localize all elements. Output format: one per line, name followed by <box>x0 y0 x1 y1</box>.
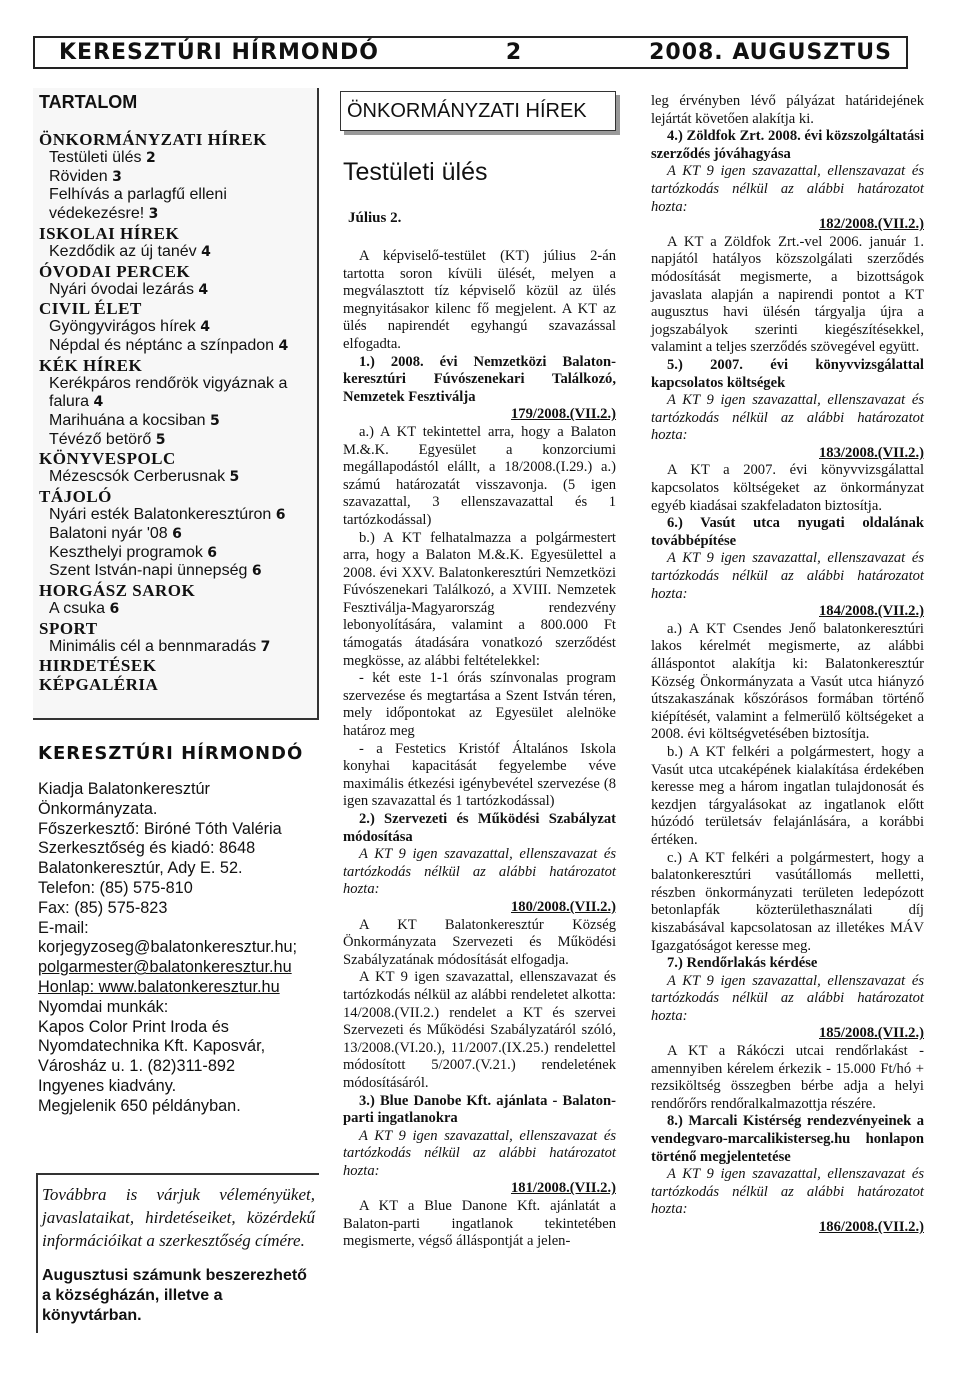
toc-item-page: 4 <box>201 243 211 260</box>
paragraph: A KT 9 igen szavazattal, ellenszavazat és tartózkodás nélkül az alábbi rendeletet alkotta: 14/2008.(VII.2.) rendelet a KT és szervei Szervezeti és Működési Szabályzatáról szóló, 13/2008.(VI.20.), 11/2007.(IX.25.) rendelettel módosított 5/2007.(V.21.) rendeletének módosításáról. <box>343 969 616 1091</box>
impressum-line: Ingyenes kiadvány. <box>38 1076 177 1095</box>
toc-title: TARTALOM <box>39 92 138 112</box>
resolution-number <box>343 1180 616 1198</box>
toc-item-title: A csuka <box>49 599 110 617</box>
paragraph: - két este 1-1 órás színvonalas program szervezése és megtartása a Szent István téren, mely időpontokat az Egyesület alelnöke határoz meg <box>343 670 616 740</box>
toc-item-page: 5 <box>155 431 166 448</box>
issue-date: 2008. AUGUSZTUS <box>649 40 892 65</box>
article-date: Július 2. <box>348 210 402 226</box>
toc-item <box>39 186 311 223</box>
resolution-id: 184/2008.(VII.2.) <box>819 603 924 620</box>
resolution-number <box>343 899 616 917</box>
toc-item-title: Röviden <box>49 167 113 185</box>
resolution-number <box>651 603 924 621</box>
paragraph: A KT 9 igen szavazattal, ellenszavazat és tartózkodás nélkül az alábbi határozatot hozta: <box>651 392 924 444</box>
toc-section-heading: KÉK HÍREK <box>39 355 143 375</box>
toc-item-title: Népdal és néptánc a színpadon <box>49 336 279 354</box>
toc-item-page: 4 <box>200 319 210 336</box>
note-invitation: Továbbra is várjuk véleményüket, javaslataikat, hirdetéseiket, közérdekű információikat a szerkesztőség címére. <box>42 1185 315 1250</box>
resolution-number <box>651 1025 924 1043</box>
toc-section-heading: CIVIL ÉLET <box>39 299 142 319</box>
paragraph: b.) A KT felhatalmazza a polgármestert arra, hogy a Balaton M.&.K. Egyesülettel a 2008. évi XXV. Balatonkeresztúri Nemzetközi Fúvószenekari Találkozó, a XVIII. Nemzetek Fesztiválja-Magyarország rendezvény lebonyolítására, valamint a 800.000 Ft támogatás átadására vonatkozó szerződést megkösse, az alábbi feltételekkel: <box>343 529 616 669</box>
toc-item-title: Nyári esték Balatonkeresztúron <box>49 506 276 524</box>
toc-item <box>39 525 311 544</box>
impressum-line: Nyomdatechnika Kft. Kaposvár, <box>38 1037 266 1056</box>
toc-item <box>39 412 311 431</box>
toc-section-heading: SPORT <box>39 618 98 638</box>
toc-item-title: Keszthelyi programok <box>49 543 208 561</box>
toc-item-title: Marihuána a kocsiban <box>49 412 210 430</box>
toc-item-title: Kerékpáros rendőrök vigyáznak a falura <box>49 374 288 411</box>
toc-section-heading: ÓVODAI PERCEK <box>39 261 191 281</box>
paragraph: 3.) Blue Danobe Kft. ajánlata - Balaton-parti ingatlanokra <box>343 1092 616 1127</box>
impressum-line: Kapos Color Print Iroda és <box>38 1017 229 1036</box>
paragraph: A KT a 2007. évi könyvvizsgálattal kapcsolatos költségeket az önkormányzat egyéb kiadásai szakfeladaton biztosítja. <box>651 462 924 514</box>
toc-item-title: Minimális cél a bennmaradás <box>49 637 261 655</box>
impressum-line: E-mail: <box>38 918 89 937</box>
toc-item-title: Tévéző betörő <box>49 430 156 448</box>
toc-item <box>39 431 311 450</box>
toc-section-heading: KÖNYVESPOLC <box>39 449 176 469</box>
toc-item <box>39 544 311 563</box>
paragraph: A KT 9 igen szavazattal, ellenszavazat és tartózkodás nélkül az alábbi határozatot hozta: <box>651 163 924 215</box>
paragraph: A KT Balatonkeresztúr Község Önkormányzata Szervezeti és Működési Szabályzatának módosítását elfogadja. <box>343 916 616 968</box>
toc-item <box>39 638 311 657</box>
resolution-number <box>651 1219 924 1237</box>
toc-item <box>39 243 311 262</box>
toc-item-page: 7 <box>260 638 271 655</box>
resolution-id: 186/2008.(VII.2.) <box>819 1219 924 1235</box>
paragraph: 8.) Marcali Kistérség rendezvényeinek a vendegvaro-marcalikisterseg.hu honlapon történő megjelentetése <box>651 1113 924 1165</box>
toc-item <box>39 375 311 412</box>
toc-item-title: Mézescsók Cerberusnak <box>49 468 230 486</box>
impressum-line[interactable]: polgarmester@balatonkeresztur.hu <box>38 958 292 977</box>
paragraph: a.) A KT tekintettel arra, hogy a Balaton M.&.K. Egyesület a konzorciumi megállapodástól elállt, a 18/2008.(I.29.) a.) számú határozatát visszavonja. (5 igen szavazattal, 3 ellenszavazattal és 1 tartózkodással) <box>343 423 616 528</box>
resolution-id: 182/2008.(VII.2.) <box>819 216 924 233</box>
paragraph: 6.) Vasút utca nyugati oldalának továbbépítése <box>651 515 924 549</box>
section-heading: ÖNKORMÁNYZATI HÍREK <box>340 91 616 131</box>
toc-item-title: Balatoni nyár '08 <box>49 524 173 542</box>
paragraph: - a Festetics Kristóf Általános Iskola konyhai kapacitását fegyelembe véve maximális étkezési igénybevétel szervezése (8 igen szavazattal és 1 tartózkodással) <box>343 740 616 810</box>
impressum-line: Megjelenik 650 példányban. <box>38 1096 241 1115</box>
paragraph: 7.) Rendőrlakás kérdése <box>667 955 818 972</box>
newspaper-title: KERESZTÚRI HÍRMONDÓ <box>59 40 380 65</box>
resolution-number <box>343 406 616 424</box>
paragraph: 4.) Zöldfok Zrt. 2008. évi közszolgáltatási szerződés jóváhagyása <box>651 128 925 162</box>
toc-section-heading: TÁJOLÓ <box>39 487 112 507</box>
toc-section-heading: HORGÁSZ SAROK <box>39 580 196 600</box>
paragraph: A KT 9 igen szavazattal, ellenszavazat és tartózkodás nélkül az alábbi határozatot hozta: <box>343 1127 616 1179</box>
toc-item-page: 2 <box>145 150 156 166</box>
toc-item-title: Testületi ülés <box>49 149 146 166</box>
toc-item-page: 3 <box>148 206 159 223</box>
toc-item-page: 4 <box>198 281 209 298</box>
impressum-line: Önkormányzata. <box>38 799 158 818</box>
toc-item-page: 6 <box>207 544 218 561</box>
toc-section-heading: KÉPGALÉRIA <box>39 675 159 695</box>
toc-item <box>39 337 311 356</box>
paragraph: 5.) 2007. évi könyvvizsgálattal kapcsolatos költségek <box>651 356 924 391</box>
toc-item-page: 4 <box>93 394 104 411</box>
resolution-number <box>651 216 924 234</box>
resolution-id: 185/2008.(VII.2.) <box>819 1025 924 1042</box>
paragraph: A KT 9 igen szavazattal, ellenszavazat és tartózkodás nélkül az alábbi határozatot hozta: <box>651 972 924 1024</box>
toc-item <box>39 281 311 300</box>
toc-item-page: 6 <box>251 563 262 580</box>
toc-item-title: Szent István-napi ünnepség <box>49 562 252 580</box>
paragraph: 1.) 2008. évi Nemzetközi Balaton-keresztúri Fúvószenekari Találkozó, Nemzetek Fesztiválja <box>343 353 616 405</box>
toc-item-page: 3 <box>112 168 122 185</box>
impressum-line[interactable]: Honlap: www.balatonkeresztur.hu <box>38 977 280 996</box>
toc-item-page: 6 <box>275 507 286 524</box>
toc-item <box>39 468 311 487</box>
toc-item <box>39 562 311 581</box>
article-column-right <box>651 93 924 1237</box>
toc-section-heading: ÖNKORMÁNYZATI HÍREK <box>39 130 267 149</box>
impressum-line: Főszerkesztő: Biróné Tóth Valéria <box>38 819 282 838</box>
article-title: Testületi ülés <box>343 158 488 186</box>
impressum-line: Szerkesztőség és kiadó: 8648 <box>38 839 256 858</box>
resolution-id: 183/2008.(VII.2.) <box>819 444 924 461</box>
paragraph: leg érvényben lévő pályázat határidejének lejártát követően alakítja ki. <box>651 93 924 127</box>
paragraph: c.) A KT felkéri a polgármestert, hogy a balatonkeresztúri vasútállomás melletti, részben önkormányzati területen ledepózott betonlapfák közterülethasználati díj kiszabásával kapcsolatosan az illetékes MÁV Igazgatóságot keresse meg. <box>651 849 924 954</box>
toc-item <box>39 600 311 619</box>
page-number: 2 <box>505 40 523 65</box>
toc-item <box>39 506 311 525</box>
toc-item-title: Nyári óvodai lezárás <box>49 280 199 298</box>
toc-item-title: Gyöngyvirágos hírek <box>49 318 201 336</box>
toc-item-page: 5 <box>209 413 220 430</box>
toc-item <box>39 149 311 168</box>
toc-item-page: 5 <box>229 469 240 486</box>
resolution-id: 179/2008.(VII.2.) <box>511 406 616 423</box>
editor-note <box>36 1173 319 1333</box>
paragraph: b.) A KT felkéri a polgármestert, hogy a Vasút utca utcaképének kialakítása érdekében keresse meg a három ingatlan tulajdonosát és kezdjen tárgyalásokat az ingatlanok előtt húzódó területsáv felajánlására, a korábbi értéken. <box>651 743 924 848</box>
paragraph: A KT a Rákóczi utcai rendőrlakást - amennyiben kérelem érkezik - 15.000 Ft/hó + rezsiköltség összegben bérbe adja a helyi rendőrőrs rendőralkalmazottja részére. <box>651 1043 924 1112</box>
paragraph: A KT 9 igen szavazattal, ellenszavazat és tartózkodás nélkül az alábbi határozatot hozta: <box>651 1166 924 1218</box>
toc-item-page: 6 <box>172 525 182 542</box>
resolution-id: 180/2008.(VII.2.) <box>511 898 616 915</box>
resolution-id: 181/2008.(VII.2.) <box>511 1180 616 1197</box>
table-of-contents <box>33 88 319 720</box>
toc-item <box>39 168 311 187</box>
toc-item <box>39 318 311 337</box>
impressum <box>38 780 318 1117</box>
page-header <box>33 36 908 69</box>
paragraph: 2.) Szervezeti és Működési Szabályzat módosítása <box>343 811 616 845</box>
note-availability: Augusztusi számunk beszerezhető a községházán, illetve a könyvtárban. <box>42 1267 307 1324</box>
toc-section-heading: ISKOLAI HÍREK <box>39 223 180 243</box>
paragraph: A képviselő-testület (KT) július 2-án tartotta soron kívüli ülését, melyen a megválasztott tíz képviselő közül az ülés megnyitásakor kilenc fő megjelent. A KT az ülés napirendét egyhangú szavazással elfogadta. <box>343 248 616 352</box>
masthead-title: KERESZTÚRI HÍRMONDÓ <box>38 743 304 764</box>
toc-item-page: 6 <box>109 600 120 617</box>
toc-item-title: Kezdődik az új tanév <box>49 242 202 260</box>
resolution-number <box>651 445 924 463</box>
impressum-line[interactable]: korjegyzoseg@balatonkeresztur.hu; <box>38 938 298 957</box>
paragraph: a.) A KT Csendes Jenő balatonkeresztúri lakos kérelmét megismerte, az alábbi álláspontot alakítja ki: Balatonkeresztúr Község Önkormányzata a Vasút utca hiányzó útszakaszának kőszórásos formában történő kiépítését, valamint a felmerülő költségeket a 2008. évi költségvetésében biztosítja. <box>651 620 924 743</box>
impressum-line: Kiadja Balatonkeresztúr <box>38 780 210 798</box>
toc-item-page: 4 <box>278 337 289 354</box>
impressum-line: Nyomdai munkák: <box>38 997 169 1016</box>
paragraph: A KT a Zöldfok Zrt.-vel 2006. január 1. napjától hatályos közszolgálati szerződés módosítását megismerte, a bizottságok javaslata alapján a napirendi pontot a KT augusztus havi ülésén tárgyalja újra a jogszabályok szerinti kiegészítésekkel, valamint a teljes szerződés szövegével együtt. <box>651 233 924 356</box>
paragraph: A KT a Blue Danone Kft. ajánlatát a Balaton-parti ingatlanok tekintetében megismerte, végső álláspontját a jelen- <box>343 1198 616 1250</box>
toc-item-title: Felhívás a parlagfű elleni védekezésre! <box>49 186 227 223</box>
impressum-line: Városház u. 1. (82)311-892 <box>38 1057 236 1076</box>
paragraph: A KT 9 igen szavazattal, ellenszavazat és tartózkodás nélkül az alábbi határozatot hozta: <box>651 550 924 602</box>
impressum-line: Telefon: (85) 575-810 <box>38 878 193 897</box>
toc-section-heading: HIRDETÉSEK <box>39 656 157 676</box>
article-column-middle <box>343 248 616 1251</box>
impressum-line: Fax: (85) 575-823 <box>38 898 168 917</box>
paragraph: A KT 9 igen szavazattal, ellenszavazat és tartózkodás nélkül az alábbi határozatot hozta: <box>343 846 616 898</box>
impressum-line: Balatonkeresztúr, Ady E. 52. <box>38 859 243 878</box>
